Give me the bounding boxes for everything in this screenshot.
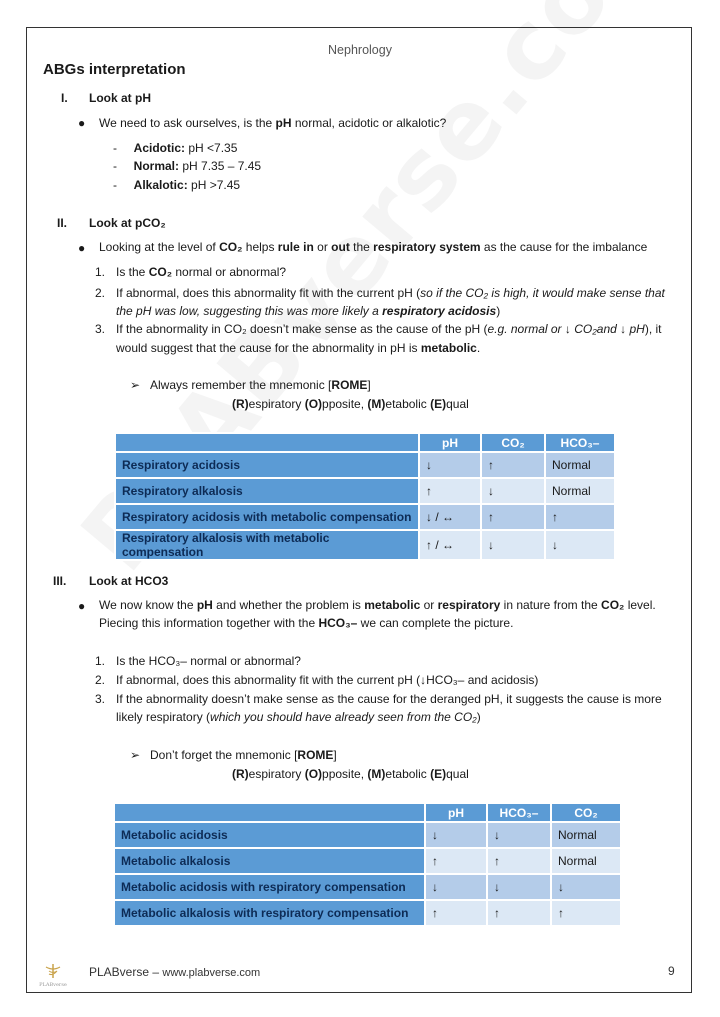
bullet-dot: ● xyxy=(78,116,86,130)
table-cell: ↓ xyxy=(425,874,487,900)
footer-brand: PLABverse – www.plabverse.com xyxy=(89,965,261,979)
table-row xyxy=(115,504,615,530)
list-item-alkalotic: - Alkalotic: pH >7.45 xyxy=(113,178,241,192)
table-cell: ↑ xyxy=(487,848,551,874)
table-header-cell: HCO₃– xyxy=(545,433,615,452)
table-cell: ↑ xyxy=(481,452,545,478)
q-number: 3. xyxy=(95,692,106,706)
table-cell: Metabolic acidosis xyxy=(114,822,425,848)
table-cell: ↓ xyxy=(419,452,481,478)
table-cell: Normal xyxy=(545,452,615,478)
bullet-dot: ● xyxy=(78,599,86,613)
table-cell: ↑ xyxy=(481,504,545,530)
table-header-row xyxy=(114,803,621,822)
section-2-heading: Look at pCO₂ xyxy=(89,216,166,230)
section-2-q2-line1: If abnormal, does this abnormality fit with the current pH (so if the CO₂ is high, it would make sense that xyxy=(116,286,665,300)
section-3-bullet-line1: We now know the pH and whether the problem is metabolic or respiratory in nature from the CO₂ level. xyxy=(99,598,656,612)
metabolic-abg-table xyxy=(113,802,622,927)
table-row xyxy=(115,478,615,504)
table-row xyxy=(115,452,615,478)
mnemonic-rome: (R)espiratory (O)pposite, (M)etabolic (E)qual xyxy=(232,397,469,411)
table-cell: Metabolic alkalosis xyxy=(114,848,425,874)
table-header-cell xyxy=(115,433,419,452)
table-row xyxy=(114,874,621,900)
table-header-cell: HCO₃– xyxy=(487,803,551,822)
arrow-bullet-icon: ➢ xyxy=(130,378,141,392)
table-cell: ↓ / ↔ xyxy=(419,504,481,530)
list-item-acidotic: - Acidotic: pH <7.35 xyxy=(113,141,238,155)
mnemonic-intro: Always remember the mnemonic [ROME] xyxy=(150,378,371,392)
section-1-heading: Look at pH xyxy=(89,91,151,105)
q-number: 1. xyxy=(95,654,106,668)
section-3-bullet-line2: Piecing this information together with the HCO₃– we can complete the picture. xyxy=(99,616,514,630)
section-2-q2-line2: the pH was low, suggesting this was more likely a respiratory acidosis) xyxy=(116,304,501,318)
page-header: Nephrology xyxy=(328,43,392,57)
table-cell: Metabolic alkalosis with respiratory compensation xyxy=(114,900,425,926)
section-3-heading: Look at HCO3 xyxy=(89,574,169,588)
table-cell: ↓ xyxy=(487,822,551,848)
section-2-q3-line1: If the abnormality in CO₂ doesn’t make sense as the cause of the pH (e.g. normal or ↓ CO₂and ↓ pH), it xyxy=(116,322,662,336)
table-cell: ↑ xyxy=(425,848,487,874)
bullet-dot: ● xyxy=(78,241,86,255)
page-title: ABGs interpretation xyxy=(43,61,186,78)
section-3-q3-line1: If the abnormality doesn’t make sense as the cause for the deranged pH, it suggests the cause is more xyxy=(116,692,662,706)
table-cell: ↓ xyxy=(425,822,487,848)
footer-url-link[interactable]: www.plabverse.com xyxy=(162,967,261,979)
q-number: 3. xyxy=(95,322,106,336)
table-cell: ↓ xyxy=(487,874,551,900)
section-2-bullet: Looking at the level of CO₂ helps rule in or out the respiratory system as the cause for the imbalance xyxy=(99,240,648,254)
q-number: 2. xyxy=(95,286,106,300)
svg-text:PLABverse: PLABverse xyxy=(39,982,67,988)
table-cell: Metabolic acidosis with respiratory compensation xyxy=(114,874,425,900)
section-1-bullet: We need to ask ourselves, is the pH normal, acidotic or alkalotic? xyxy=(99,116,447,130)
table-header-cell: pH xyxy=(425,803,487,822)
q-number: 1. xyxy=(95,265,106,279)
section-3-q2: If abnormal, does this abnormality fit with the current pH (↓HCO₃– and acidosis) xyxy=(116,673,539,687)
table-cell: ↑ xyxy=(419,478,481,504)
table-cell: ↑ / ↔ xyxy=(419,530,481,560)
table-cell: ↓ xyxy=(545,530,615,560)
table-cell: Respiratory alkalosis xyxy=(115,478,419,504)
table-header-cell: CO₂ xyxy=(551,803,621,822)
table-cell: ↓ xyxy=(481,530,545,560)
table-row xyxy=(114,848,621,874)
mnemonic-rome: (R)espiratory (O)pposite, (M)etabolic (E)qual xyxy=(232,767,469,781)
table-header-cell xyxy=(114,803,425,822)
table-cell: ↑ xyxy=(425,900,487,926)
page-number: 9 xyxy=(668,964,675,978)
section-2-q3-line2: would suggest that the cause for the abnormality in pH is metabolic. xyxy=(116,341,481,355)
table-cell: ↓ xyxy=(551,874,621,900)
table-cell: ↑ xyxy=(545,504,615,530)
section-2-number: II. xyxy=(57,216,68,230)
mnemonic-intro: Don’t forget the mnemonic [ROME] xyxy=(150,748,337,762)
section-3-number: III. xyxy=(53,574,67,588)
arrow-bullet-icon: ➢ xyxy=(130,748,141,762)
respiratory-abg-table xyxy=(114,432,616,561)
section-1-number: I. xyxy=(61,91,68,105)
list-item-normal: - Normal: pH 7.35 – 7.45 xyxy=(113,159,262,173)
table-cell: Normal xyxy=(551,848,621,874)
table-header-cell: CO₂ xyxy=(481,433,545,452)
section-3-q3-line2: likely respiratory (which you should have already seen from the CO₂) xyxy=(116,710,481,724)
table-cell: ↓ xyxy=(481,478,545,504)
table-cell: Normal xyxy=(545,478,615,504)
caduceus-logo-icon xyxy=(39,962,67,988)
table-cell: Respiratory alkalosis with metabolic compensation xyxy=(115,530,419,560)
section-3-q1: Is the HCO₃– normal or abnormal? xyxy=(116,654,301,668)
table-row xyxy=(114,822,621,848)
table-header-row xyxy=(115,433,615,452)
plabverse-logo xyxy=(39,962,67,988)
table-cell: ↑ xyxy=(551,900,621,926)
table-header-cell: pH xyxy=(419,433,481,452)
table-cell: Normal xyxy=(551,822,621,848)
table-cell: Respiratory acidosis xyxy=(115,452,419,478)
section-2-q1: Is the CO₂ normal or abnormal? xyxy=(116,265,287,279)
table-cell: ↑ xyxy=(487,900,551,926)
table-row xyxy=(115,530,615,560)
table-cell: Respiratory acidosis with metabolic compensation xyxy=(115,504,419,530)
q-number: 2. xyxy=(95,673,106,687)
table-row xyxy=(114,900,621,926)
